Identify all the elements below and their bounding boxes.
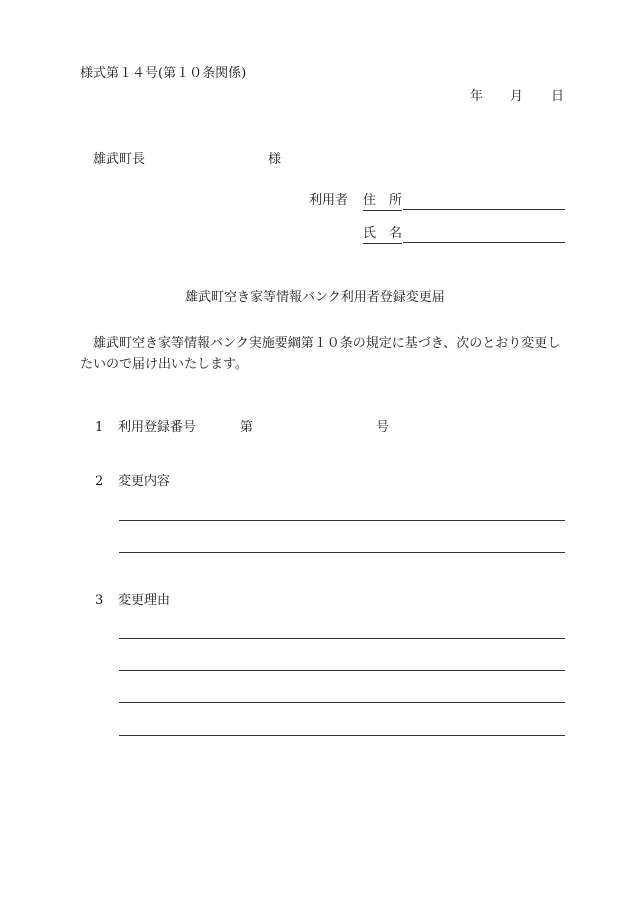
- body-text: 雄武町空き家等情報バンク実施要綱第１０条の規定に基づき、次のとおり変更したいので届け出いたします。: [80, 336, 561, 372]
- date-month: 月: [510, 89, 524, 104]
- item-1-suffix: 号: [376, 420, 390, 435]
- change-reason-line-1: [119, 638, 565, 639]
- change-reason-line-3: [119, 702, 565, 703]
- date-day: 日: [551, 89, 565, 104]
- item-3-number: 3: [95, 593, 104, 608]
- item-2-number: 2: [95, 474, 104, 489]
- date-year: 年: [470, 89, 484, 104]
- item-3-label: 変更理由: [118, 593, 171, 608]
- name-line: [403, 242, 565, 243]
- change-content-line-1: [119, 520, 565, 521]
- change-reason-line-4: [119, 735, 565, 736]
- form-number: 様式第１４号(第１０条関係): [80, 66, 247, 81]
- address-line: [403, 209, 565, 210]
- recipient-name: 雄武町長: [93, 152, 146, 167]
- applicant-label: 利用者: [309, 193, 349, 208]
- change-content-line-2: [119, 552, 565, 553]
- item-2-label: 変更内容: [118, 474, 171, 489]
- item-1-number: 1: [95, 420, 104, 435]
- item-1-prefix: 第: [240, 420, 254, 435]
- address-label: 住 所: [363, 193, 402, 211]
- form-title: 雄武町空き家等情報バンク利用者登録変更届: [185, 290, 445, 305]
- item-1-label: 利用登録番号: [118, 420, 197, 435]
- recipient-honorific: 様: [268, 152, 282, 167]
- change-reason-line-2: [119, 670, 565, 671]
- name-label: 氏 名: [363, 226, 402, 244]
